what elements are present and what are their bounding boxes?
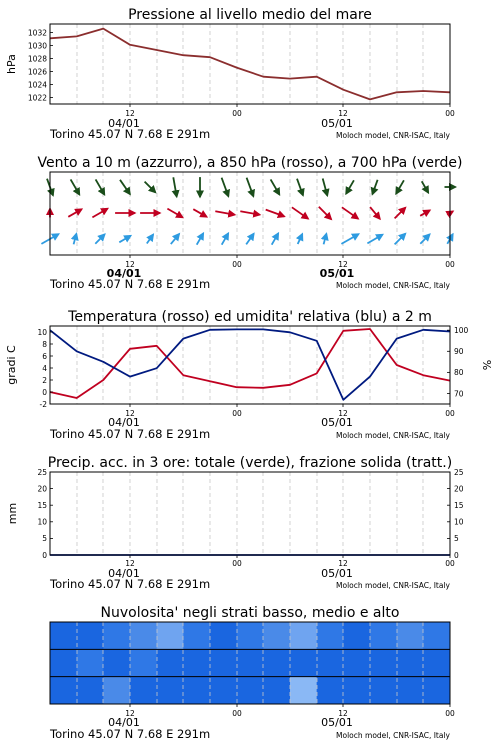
pressure-title: Pressione al livello medio del mare: [128, 7, 372, 23]
cloud-cell: [343, 677, 370, 704]
cloud-cell: [183, 677, 210, 704]
cloud-cell: [103, 649, 130, 676]
cloud-cell: [397, 622, 424, 649]
precip-panel: [6, 455, 464, 591]
date-label: 04/01: [108, 416, 140, 429]
wind-arrow: [247, 178, 254, 197]
x-tick-label: 12: [338, 109, 348, 118]
wind-arrow: [298, 234, 303, 244]
wind-arrow: [319, 207, 331, 219]
wind-arrow: [197, 233, 204, 244]
x-tick-label: 00: [232, 260, 242, 269]
cloud-cell: [370, 677, 397, 704]
date-label: 05/01: [321, 567, 353, 580]
precip-title: Precip. acc. in 3 ore: totale (verde), frazione solida (tratt.): [47, 455, 453, 471]
y-tick-label: 4: [42, 363, 47, 373]
cloud-panel: [50, 622, 451, 704]
y-tick-label: 0: [42, 387, 47, 397]
x-tick-label: 12: [125, 709, 135, 718]
wind-arrow: [342, 207, 358, 218]
y-tick-label: 100: [454, 326, 469, 336]
pressure-series-0: [50, 29, 450, 100]
y-tick-label-right: 25: [454, 467, 464, 477]
temp_rh-grid: [77, 326, 423, 404]
cloud-cell: [290, 677, 317, 704]
cloud-cell: [423, 677, 450, 704]
y-tick-label: 25: [37, 467, 47, 477]
wind-arrow: [167, 209, 182, 218]
wind-arrow: [222, 233, 229, 244]
cloud-cell: [343, 622, 370, 649]
cloud-cell: [157, 677, 184, 704]
location-label: Torino 45.07 N 7.68 E 291m: [50, 727, 211, 741]
wind-series-wind850: [50, 207, 453, 219]
y-tick-label: 1026: [27, 67, 47, 77]
x-tick-label: 12: [338, 260, 348, 269]
y-tick-label: 1022: [27, 93, 47, 103]
date-label: 05/01: [321, 416, 353, 429]
location-label: Torino 45.07 N 7.68 E 291m: [50, 427, 211, 441]
wind-arrow: [246, 234, 254, 245]
cloud-cell: [397, 677, 424, 704]
y-tick-label: 1024: [27, 80, 47, 90]
cloud-cell: [157, 649, 184, 676]
x-tick-label: 00: [232, 409, 242, 418]
date-label: 04/01: [108, 117, 140, 130]
cloud-cell: [237, 649, 264, 676]
x-tick-label: 00: [232, 709, 242, 718]
y-tick-label: 2: [42, 375, 47, 385]
wind-arrow: [292, 207, 308, 218]
wind-arrow: [240, 211, 259, 214]
pressure-grid: [77, 24, 423, 104]
y-tick-label-right: 5: [454, 534, 459, 544]
wind-arrow: [171, 234, 179, 244]
temp_rh-series-0: [50, 329, 450, 398]
cloud-cell: [50, 649, 77, 676]
y-axis-label: gradi C: [5, 345, 18, 385]
y-tick-label-right: 0: [454, 550, 459, 560]
wind-arrow: [372, 180, 377, 194]
cloud-cell: [263, 677, 290, 704]
y-tick-label: 8: [42, 339, 47, 349]
wind-panel: [37, 155, 462, 291]
cloud-cell: [157, 622, 184, 649]
x-tick-label: 00: [445, 709, 455, 718]
cloud-cell: [317, 649, 344, 676]
wind-arrow: [120, 180, 130, 194]
cloud-cell: [130, 622, 157, 649]
model-label: Moloch model, CNR-ISAC, Italy: [336, 581, 450, 590]
cloud-cell: [210, 622, 237, 649]
cloud-cell: [423, 622, 450, 649]
cloud-cell: [263, 649, 290, 676]
date-label: 04/01: [108, 567, 140, 580]
cloud-cell: [130, 649, 157, 676]
wind-arrow: [341, 234, 358, 244]
cloud-cell: [210, 677, 237, 704]
wind-arrow: [147, 235, 153, 244]
wind-arrow: [222, 178, 229, 197]
cloud-cell: [77, 677, 104, 704]
y-tick-label: 10: [37, 517, 47, 527]
wind-title: Vento a 10 m (azzurro), a 850 hPa (rosso), a 700 hPa (verde): [37, 155, 463, 171]
y-tick-label-right: 20: [454, 484, 464, 494]
wind-arrow: [271, 179, 280, 194]
x-tick-label: 00: [445, 409, 455, 418]
plot-frame: [50, 24, 450, 104]
cloud-cell: [237, 622, 264, 649]
date-label: 05/01: [319, 267, 355, 280]
wind-arrow: [173, 177, 176, 196]
y-tick-label: 6: [42, 351, 47, 361]
model-label: Moloch model, CNR-ISAC, Italy: [336, 431, 450, 440]
model-label: Moloch model, CNR-ISAC, Italy: [336, 731, 450, 740]
y-axis-label: hPa: [5, 54, 18, 74]
x-tick-label: 00: [232, 559, 242, 568]
y-tick-label: 1028: [27, 54, 47, 64]
x-tick-label: 12: [338, 559, 348, 568]
temp_rh-series-1: [50, 329, 450, 399]
x-tick-label: 12: [338, 709, 348, 718]
y-tick-label: 80: [454, 368, 464, 378]
y-tick-label: 1032: [27, 28, 47, 38]
x-tick-label: 00: [445, 559, 455, 568]
y-tick-label: 1030: [27, 41, 47, 51]
wind-arrow: [370, 207, 380, 219]
y-tick-label-right: 15: [454, 501, 464, 510]
cloud-cell: [50, 622, 77, 649]
x-tick-label: 12: [125, 409, 135, 418]
cloud-cell: [183, 649, 210, 676]
y-tick-label-right: 10: [454, 517, 464, 527]
pressure-panel: [5, 7, 455, 141]
model-label: Moloch model, CNR-ISAC, Italy: [336, 131, 450, 140]
cloud-cell: [77, 649, 104, 676]
cloud-cell: [290, 622, 317, 649]
wind-arrow: [324, 234, 327, 245]
plot-frame: [50, 472, 450, 555]
y-tick-label: 15: [37, 501, 47, 510]
cloud-title: Nuvolosita' negli strati basso, medio e alto: [100, 605, 400, 621]
cloud-cell: [103, 622, 130, 649]
y-tick-label: -2: [39, 399, 47, 409]
date-label: 05/01: [321, 716, 353, 729]
y-axis-label: mm: [6, 502, 19, 525]
cloud-cell: [130, 677, 157, 704]
cloud-cell: [183, 622, 210, 649]
y-tick-label: 20: [37, 484, 47, 494]
cloud-cell: [397, 649, 424, 676]
x-tick-label: 12: [125, 559, 135, 568]
cloud-cell: [343, 649, 370, 676]
y-axis-label: %: [481, 359, 494, 371]
date-label: 04/01: [108, 716, 140, 729]
location-label: Torino 45.07 N 7.68 E 291m: [50, 577, 211, 591]
y-tick-label: 0: [42, 550, 47, 560]
wind-arrow: [272, 233, 279, 244]
location-label: Torino 45.07 N 7.68 E 291m: [50, 277, 211, 291]
y-tick-label: 70: [454, 389, 464, 399]
wind-arrow: [395, 234, 406, 245]
x-tick-label: 12: [125, 109, 135, 118]
wind-series-wind700: [47, 177, 456, 197]
wind-arrow: [193, 209, 206, 217]
wind-arrow: [71, 179, 80, 194]
x-tick-label: 12: [338, 409, 348, 418]
cloud-cell: [290, 649, 317, 676]
cloud-cell: [210, 649, 237, 676]
x-tick-label: 12: [125, 260, 135, 269]
wind-arrow: [420, 210, 430, 216]
cloud-cell: [317, 622, 344, 649]
precip-grid: [77, 472, 423, 555]
cloud-cells: [50, 622, 451, 704]
cloud-cell: [237, 677, 264, 704]
wind-arrow: [74, 234, 77, 245]
x-tick-label: 00: [445, 260, 455, 269]
temp_rh-title: Temperatura (rosso) ed umidita' relativa (blu) a 2 m: [68, 309, 432, 325]
cloud-cell: [423, 649, 450, 676]
cloud-cell: [77, 622, 104, 649]
wind-arrow: [346, 180, 354, 193]
cloud-cell: [263, 622, 290, 649]
cloud-cell: [103, 677, 130, 704]
cloud-cell: [370, 622, 397, 649]
wind-arrow: [266, 210, 285, 217]
cloud-panel: [49, 605, 455, 741]
wind-arrow: [323, 179, 328, 196]
model-label: Moloch model, CNR-ISAC, Italy: [336, 281, 450, 290]
temp_rh-panel: [5, 309, 494, 441]
wind-arrow: [297, 179, 303, 196]
wind-arrow: [119, 236, 130, 243]
wind-arrow: [145, 182, 156, 193]
cloud-cell: [50, 677, 77, 704]
x-tick-label: 00: [445, 109, 455, 118]
y-tick-label: 90: [454, 347, 464, 357]
wind-arrow: [420, 234, 429, 243]
wind-arrow: [215, 211, 234, 214]
wind-arrow: [92, 209, 107, 218]
y-tick-label: 5: [42, 534, 47, 544]
y-tick-label: 10: [37, 327, 47, 337]
wind-arrow: [68, 209, 81, 217]
wind-arrow: [395, 208, 406, 219]
location-label: Torino 45.07 N 7.68 E 291m: [50, 127, 211, 141]
cloud-cell: [370, 649, 397, 676]
cloud-cell: [317, 677, 344, 704]
date-label: 05/01: [321, 117, 353, 130]
x-tick-label: 00: [232, 109, 242, 118]
date-label: 04/01: [106, 267, 142, 280]
